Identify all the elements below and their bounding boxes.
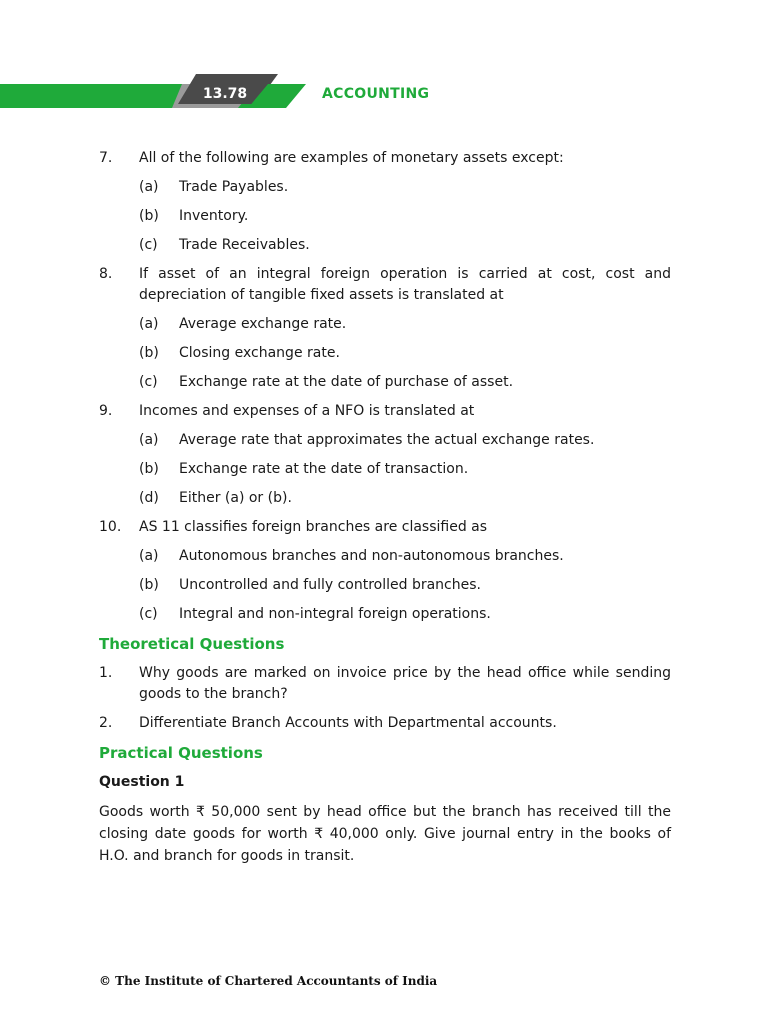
question-number: 8. — [99, 266, 113, 282]
theoretical-question-2 — [99, 713, 671, 734]
option-text: Trade Receivables. — [179, 237, 310, 253]
option-text: Exchange rate at the date of purchase of asset. — [179, 374, 514, 390]
option-text: Exchange rate at the date of transaction. — [179, 461, 469, 477]
question-number: 10. — [99, 519, 122, 535]
option — [99, 372, 671, 393]
option-text: Integral and non-integral foreign operations. — [179, 606, 491, 622]
section-title-theoretical: Theoretical Questions — [99, 635, 285, 653]
option — [99, 459, 671, 480]
option-label: (a) — [139, 179, 159, 195]
page-number: 13.78 — [202, 86, 248, 102]
question-text: All of the following are examples of monetary assets except: — [139, 150, 564, 166]
option-text: Inventory. — [179, 208, 249, 224]
option — [99, 206, 671, 227]
page-content — [99, 148, 671, 867]
practical-question-title: Question 1 — [99, 774, 185, 790]
option — [99, 488, 671, 509]
question-number: 7. — [99, 150, 113, 166]
option-text: Trade Payables. — [179, 179, 289, 195]
option-text: Either (a) or (b). — [179, 490, 292, 506]
option — [99, 575, 671, 596]
option — [99, 177, 671, 198]
option-label: (a) — [139, 316, 159, 332]
option-text: Autonomous branches and non-autonomous branches. — [179, 548, 564, 564]
option — [99, 604, 671, 625]
option-label: (c) — [139, 606, 158, 622]
theoretical-question-1 — [99, 663, 671, 705]
option-label: (d) — [139, 490, 159, 506]
option-label: (b) — [139, 577, 159, 593]
option-label: (a) — [139, 432, 159, 448]
question-number: 1. — [99, 665, 113, 681]
question-8 — [99, 264, 671, 306]
option-label: (c) — [139, 374, 158, 390]
question-number: 9. — [99, 403, 113, 419]
practical-question-text: Goods worth ₹ 50,000 sent by head office but the branch has received till the closing date goods for worth ₹ 40,000 only. Give journal entry in the books of H.O. and branch for goods in transit. — [99, 804, 671, 864]
option-label: (c) — [139, 237, 158, 253]
option — [99, 343, 671, 364]
question-text: If asset of an integral foreign operation is carried at cost, cost and depreciation of tangible fixed assets is translated at — [139, 266, 671, 303]
option — [99, 235, 671, 256]
option-label: (b) — [139, 461, 159, 477]
question-number: 2. — [99, 715, 113, 731]
option-text: Uncontrolled and fully controlled branches. — [179, 577, 481, 593]
question-text: Differentiate Branch Accounts with Departmental accounts. — [139, 715, 557, 731]
option-text: Average rate that approximates the actual exchange rates. — [179, 432, 595, 448]
option — [99, 430, 671, 451]
page-header — [0, 0, 768, 120]
question-text: AS 11 classifies foreign branches are classified as — [139, 519, 488, 535]
option — [99, 546, 671, 567]
question-text: Why goods are marked on invoice price by the head office while sending goods to the branch? — [139, 665, 671, 702]
option-label: (a) — [139, 548, 159, 564]
running-title: ACCOUNTING — [322, 86, 430, 102]
question-10 — [99, 517, 671, 538]
section-title-practical: Practical Questions — [99, 744, 263, 762]
option-text: Average exchange rate. — [179, 316, 347, 332]
question-9 — [99, 401, 671, 422]
question-7 — [99, 148, 671, 169]
option-text: Closing exchange rate. — [179, 345, 340, 361]
option-label: (b) — [139, 208, 159, 224]
page-footer: © The Institute of Chartered Accountants of India — [99, 974, 438, 988]
question-text: Incomes and expenses of a NFO is translated at — [139, 403, 475, 419]
option — [99, 314, 671, 335]
option-label: (b) — [139, 345, 159, 361]
